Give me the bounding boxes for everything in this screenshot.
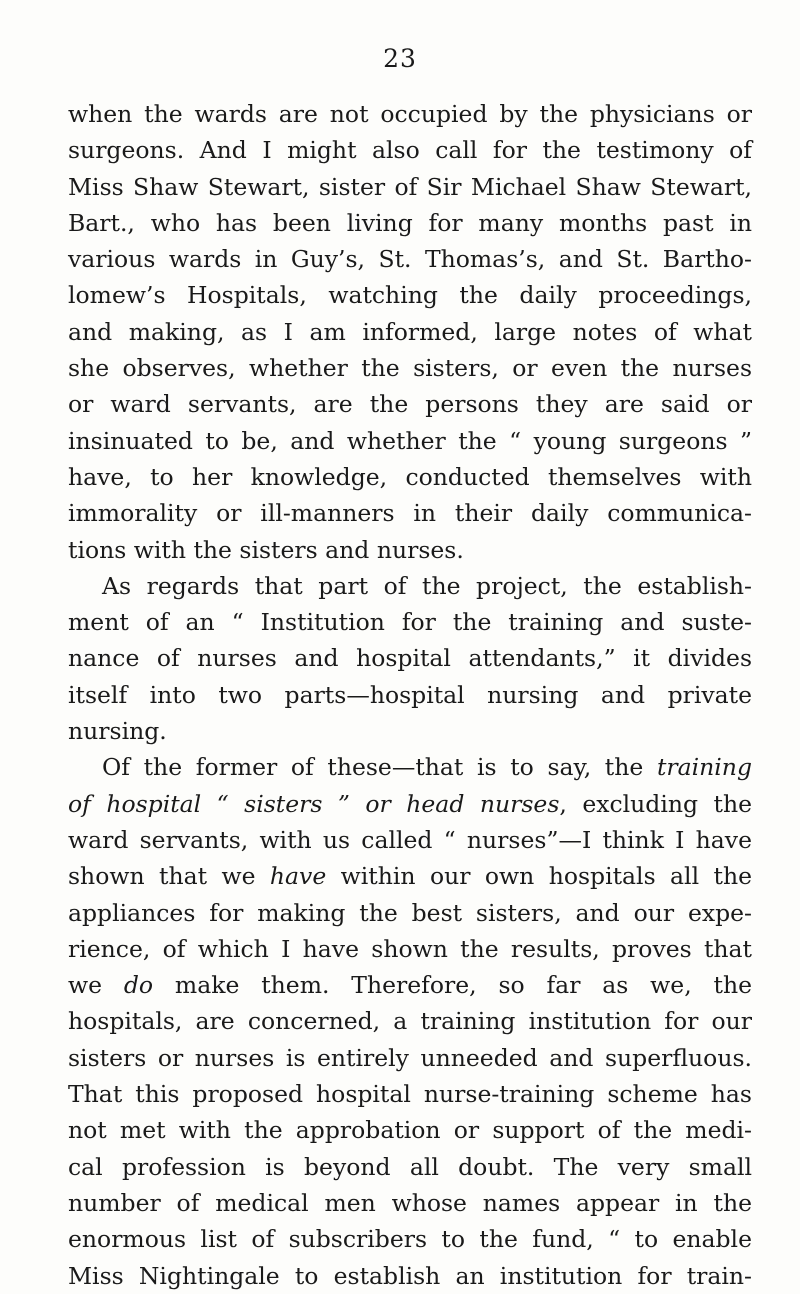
italic-text: do (123, 971, 154, 1000)
text-run: make them. Therefore, so far as we, the (153, 971, 753, 1000)
text-line: nursing. (68, 717, 167, 746)
page-number: 23 (383, 44, 417, 73)
text-line: Bart., who has been living for many months past in (68, 208, 752, 237)
text-line (68, 858, 752, 894)
text-line: As regards that part of the project, the establish- (102, 571, 752, 600)
text-run: , excluding the (559, 789, 752, 818)
italic-text: have (269, 862, 327, 891)
paragraph-1 (68, 96, 752, 568)
text-line: she observes, whether the sisters, or even the nurses (68, 354, 752, 383)
text-line: immorality or ill-manners in their daily communica- (68, 499, 752, 528)
text-line: rience, of which I have shown the results, proves that (68, 934, 752, 963)
text-line: number of medical men whose names appear in the (68, 1188, 752, 1217)
text-line: have, to her knowledge, conducted themselves with (68, 462, 752, 491)
paragraph-2 (68, 568, 752, 749)
text-line: cal profession is beyond all doubt. The very small (68, 1152, 752, 1181)
text-line (68, 786, 752, 822)
text-line: not met with the approbation or support of the medi- (68, 1116, 752, 1145)
italic-text: training (656, 753, 752, 782)
text-run: shown that we (68, 862, 270, 891)
text-line: lomew’s Hospitals, watching the daily proceedings, (68, 281, 752, 310)
text-line: itself into two parts—hospital nursing and private (68, 680, 752, 709)
text-line: ward servants, with us called “ nurses”—I think I have (68, 825, 752, 854)
text-line: ment of an “ Institution for the training and suste- (68, 608, 752, 637)
text-line: enormous list of subscribers to the fund, “ to enable (68, 1225, 752, 1254)
text-line: appliances for making the best sisters, and our expe- (68, 898, 752, 927)
text-line: Miss Nightingale to establish an institution for train- (68, 1261, 752, 1290)
text-run: Of the former of these—that is to say, the (102, 753, 657, 782)
text-line: or ward servants, are the persons they are said or (68, 390, 752, 419)
text-line: and making, as I am informed, large notes of what (68, 317, 752, 346)
text-run: we (68, 971, 124, 1000)
text-line: Miss Shaw Stewart, sister of Sir Michael Shaw Stewart, (68, 172, 752, 201)
text-line: various wards in Guy’s, St. Thomas’s, and St. Bartho- (68, 245, 752, 274)
text-line: when the wards are not occupied by the physicians or (68, 100, 752, 128)
paragraph-3 (68, 749, 752, 1293)
text-line (68, 967, 752, 1003)
body-text (68, 96, 752, 1294)
text-run: within our own hospitals all the (326, 862, 752, 891)
text-line: nance of nurses and hospital attendants,” it divides (68, 644, 752, 673)
text-line: surgeons. And I might also call for the testimony of (68, 136, 752, 165)
text-line: hospitals, are concerned, a training institution for our (68, 1007, 752, 1036)
italic-text: of hospital “ sisters ” or head nurses (68, 789, 560, 818)
text-line: That this proposed hospital nurse-training scheme has (68, 1080, 752, 1109)
text-line: tions with the sisters and nurses. (68, 535, 464, 564)
text-line: sisters or nurses is entirely unneeded and superfluous. (68, 1043, 752, 1072)
text-line: insinuated to be, and whether the “ young surgeons ” (68, 426, 752, 455)
text-line (68, 749, 752, 785)
